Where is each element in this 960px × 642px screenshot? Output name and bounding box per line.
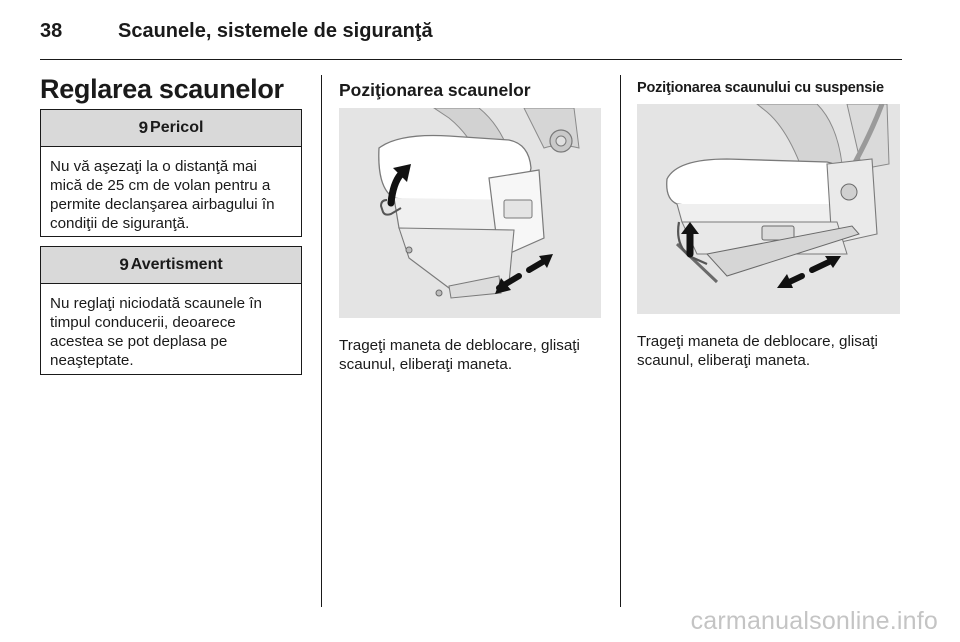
danger-notice-header	[41, 110, 301, 147]
suspension-seat-illustration	[637, 104, 900, 314]
column-divider	[321, 75, 322, 607]
suspension-seat-caption: Trageţi maneta de deblocare, glisaţi scaunul, eliberaţi maneta.	[637, 333, 878, 369]
suspension-seat-heading: Poziţionarea scaunului cu suspensie	[637, 80, 884, 96]
warning-triangle-icon: 9	[119, 255, 129, 274]
warning-notice-header	[41, 247, 301, 284]
column-divider	[620, 75, 621, 607]
header-rule	[40, 59, 902, 60]
page-header	[0, 0, 960, 60]
danger-notice-text: Nu vă aşezaţi la o distanţă mai mică de 25 cm de volan pentru a permite declanşarea airbagului în condiţii de siguranţă.	[50, 158, 275, 232]
danger-notice-title: Pericol	[150, 119, 204, 136]
seat-positioning-heading: Poziţionarea scaunelor	[339, 80, 531, 100]
chapter-title: Scaunele, sistemele de siguranţă	[118, 20, 433, 42]
warning-notice-title: Avertisment	[130, 256, 223, 273]
seat-positioning-caption: Trageţi maneta de deblocare, glisaţi scaunul, eliberaţi maneta.	[339, 337, 580, 373]
page-number: 38	[40, 20, 63, 42]
danger-notice	[40, 109, 302, 237]
watermark: carmanualsonline.info	[690, 607, 938, 635]
seat-adjustment-illustration	[339, 108, 601, 318]
warning-notice	[40, 246, 302, 375]
warning-triangle-icon: 9	[138, 118, 149, 137]
section-title: Reglarea scaunelor	[40, 74, 284, 104]
warning-notice-text: Nu reglaţi niciodată scaunele în timpul conducerii, deoarece acestea se pot deplasa pe neaşteptate.	[50, 295, 262, 369]
